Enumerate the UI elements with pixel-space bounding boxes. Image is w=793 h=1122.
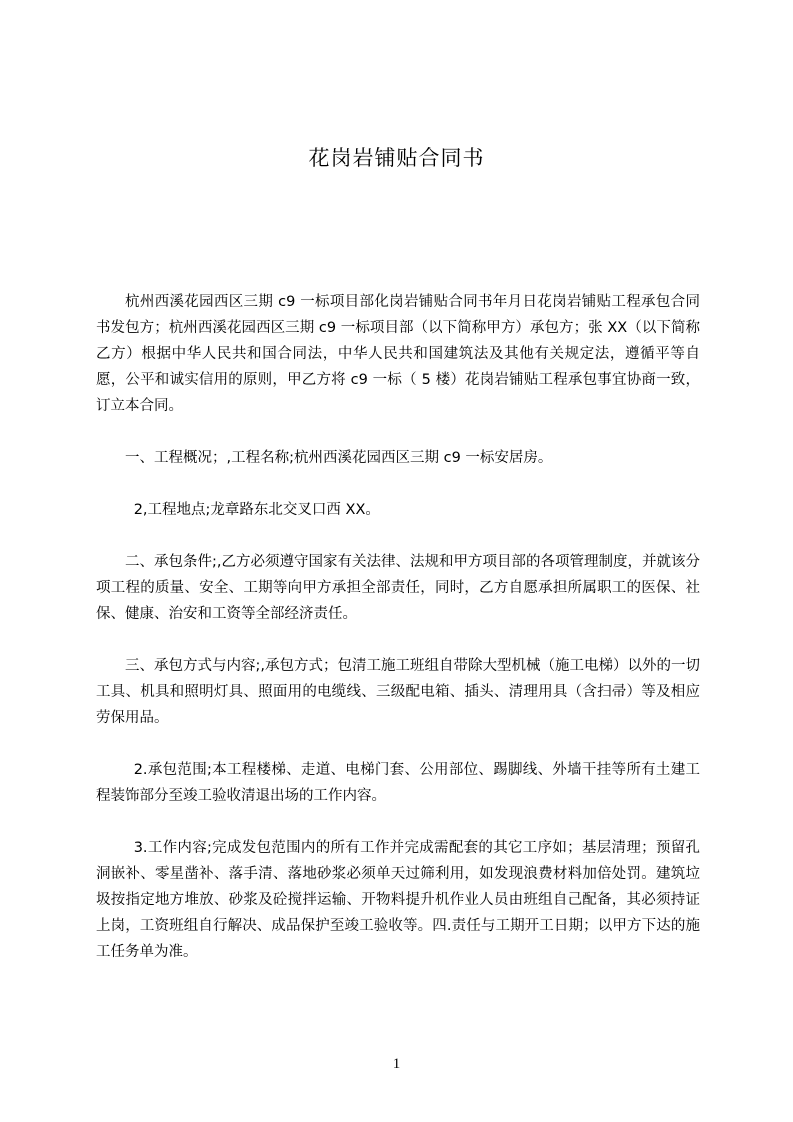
- paragraph-contract-conditions: 二、承包条件;,乙方必须遵守国家有关法律、法规和甲方项目部的各项管理制度，并就该分项工程的质量、安全、工期等向甲方承担全部责任，同时，乙方自愿承担所属职工的医保、社保、健康、治安和工资等全部经济责任。: [96, 554, 700, 622]
- document-title: 花岗岩铺贴合同书: [308, 146, 485, 170]
- paragraph-contract-method: 三、承包方式与内容;,承包方式；包清工施工班组自带除大型机械（施工电梯）以外的一切工具、机具和照明灯具、照面用的电缆线、三级配电箱、插头、清理用具（含扫帚）等及相应劳保用品。: [96, 658, 700, 726]
- paragraph-project-overview: 一、工程概况；,工程名称;杭州西溪花园西区三期 c9 一标安居房。: [125, 450, 553, 466]
- paragraph-project-location: 2,工程地点;龙章路东北交叉口西 XX。: [133, 502, 380, 518]
- document-body: [96, 289, 700, 965]
- paragraph-intro: 杭州西溪花园西区三期 c9 一标项目部化岗岩铺贴合同书年月日花岗岩铺贴工程承包合同书发包方；杭州西溪花园西区三期 c9 一标项目部（以下简称甲方）承包方；张 XX（以下简称乙方）根据中华人民共和国合同法，中华人民共和国建筑法及其他有关规定法，遵循平等自愿，公平和诚实信用的原则，甲乙方将 c9 一标（ 5 楼）花岗岩铺贴工程承包事宜协商一致，订立本合同。: [96, 294, 700, 414]
- page-number: 1: [392, 1056, 401, 1072]
- paragraph-work-content: 3.工作内容;完成发包范围内的所有工作并完成需配套的其它工序如；基层清理；预留孔洞嵌补、零星凿补、落手清、落地砂浆必须单天过筛利用，如发现浪费材料加倍处罚。建筑垃圾按指定地方堆放、砂浆及砼搅拌运输、开物料提升机作业人员由班组自己配备，其必须持证上岗，工资班组自行解决、成品保护至竣工验收等。四.责任与工期开工日期；以甲方下达的施工任务单为准。: [96, 840, 700, 960]
- paragraph-contract-scope: 2.承包范围;本工程楼梯、走道、电梯门套、公用部位、踢脚线、外墙干挂等所有土建工程装饰部分至竣工验收清退出场的工作内容。: [96, 762, 700, 804]
